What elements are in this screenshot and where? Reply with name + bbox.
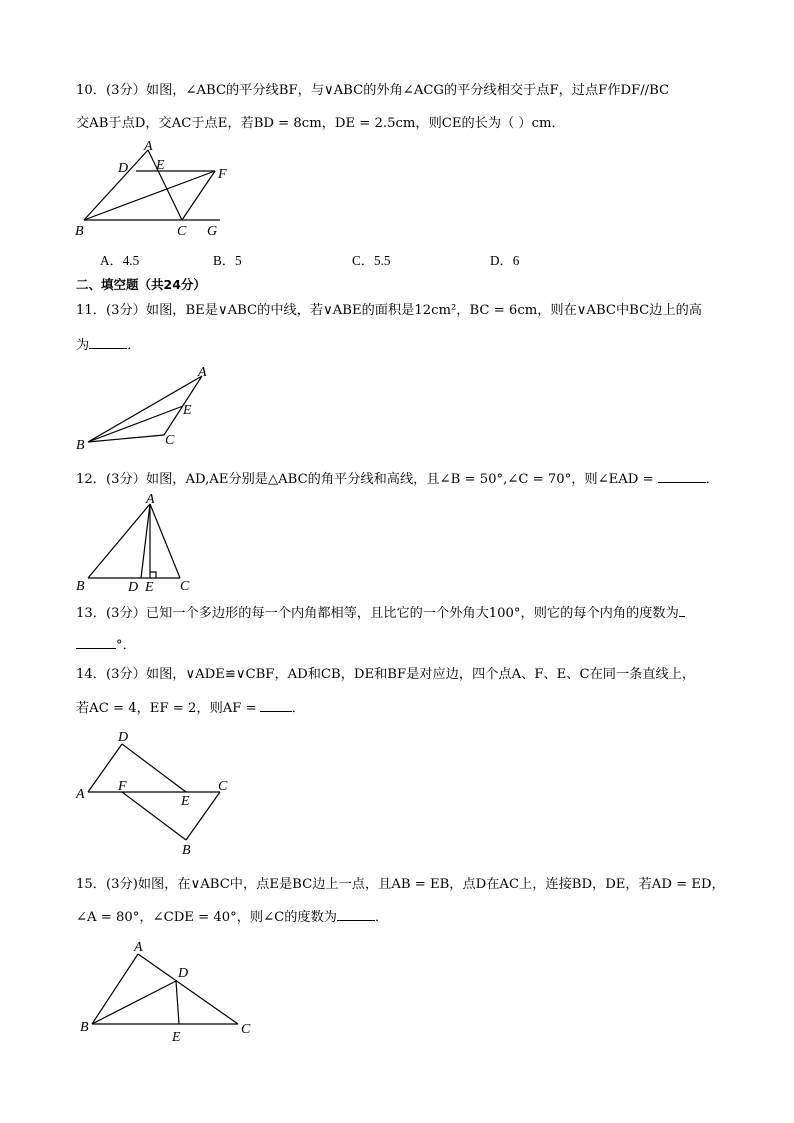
q10-figure [70,138,250,238]
q15-answer-blank[interactable] [337,906,375,921]
q11-line2 [76,334,140,355]
q14-label-A: A [76,787,85,802]
q15-line2-prefix: ∠A = 80°，∠CDE = 40°，则∠C的度数为 [76,910,337,925]
q11-line2-prefix: 为 [76,338,90,353]
q11-line1: 11．(3分）如图，BE是∨ABC的中线，若∨ABE的面积是12cm²，BC = 6cm，则在∨ABC中BC边上的高 [76,303,702,318]
q14-label-E: E [181,794,190,809]
q10-label-F: F [218,167,227,182]
q13-line2-suffix: °． [116,638,136,653]
q13-line2 [76,634,136,655]
q14-label-F: F [118,779,127,794]
q12-label-D: D [128,580,139,594]
q13-answer-blank[interactable] [76,634,116,649]
q12-label-C: C [180,579,190,594]
q10-choice-a[interactable]: A．4.5 [100,253,140,268]
q10-seg-BA [84,150,148,220]
q14-line2 [76,697,305,718]
q14-seg-DE [122,744,186,792]
q14-line1: 14．(3分）如图，∨ADE≌∨CBF，AD和CB，DE和BF是对应边，四个点A、F、E、C在同一条直线上， [76,667,696,682]
q14-line2-prefix: 若AC = 4，EF = 2，则AF = [76,701,257,716]
q11-figure [72,362,222,452]
q10-label-E: E [156,158,165,173]
q15-label-B: B [80,1020,89,1035]
q11-label-B: B [76,438,85,452]
q15-seg-BD [92,981,176,1024]
q15-line2 [76,906,388,927]
q12-seg-AD [141,504,150,578]
q15-figure [72,936,262,1046]
q13-line1 [76,602,685,623]
q10-choice-b[interactable]: B．5 [213,253,242,268]
q12-right-angle [150,572,156,578]
q15-label-D: D [178,966,189,981]
q11-label-E: E [183,403,192,418]
q10-choice-d[interactable]: D．6 [490,253,520,268]
q15-seg-BA [92,954,138,1024]
q14-label-B: B [182,843,191,858]
q10-label-D: D [118,161,129,176]
q12-line1-suffix: ． [705,472,719,487]
q14-figure [70,724,240,860]
q14-seg-FB [122,792,186,840]
q13-line1-text: 13．(3分）已知一个多边形的每一个内角都相等，且比它的一个外角大100°，则它的每个内角的度数为 [76,606,679,621]
q14-line2-suffix: ． [291,701,305,716]
q13-answer-blank-start[interactable] [679,602,685,617]
q12-answer-blank[interactable] [658,468,706,483]
q11-line2-suffix: ． [127,338,141,353]
q14-answer-blank[interactable] [260,697,292,712]
q12-seg-AC [150,504,180,578]
q12-label-A: A [146,492,155,507]
q10-seg-CF [182,171,215,220]
q10-label-B: B [75,224,84,238]
q15-label-C: C [241,1022,251,1037]
q14-seg-AD [88,744,122,792]
q15-label-E: E [172,1030,181,1045]
q12-line1 [76,468,719,489]
q12-figure [70,490,200,594]
q14-label-D: D [118,730,129,745]
q12-seg-BA [88,504,150,578]
q10-label-A: A [144,139,153,154]
q11-label-A: A [198,365,207,380]
q10-seg-BF [84,171,215,220]
q10-choice-c[interactable]: C．5.5 [352,253,391,268]
section-heading: 二、填空题（共24分） [76,277,206,292]
q15-label-A: A [134,940,143,955]
q12-label-E: E [145,580,154,594]
q11-answer-blank[interactable] [89,334,127,349]
q14-seg-BC [186,792,220,840]
q11-label-C: C [165,433,175,448]
q15-line2-suffix: ． [374,910,389,925]
q10-line2: 交AB于点D，交AC于点E，若BD = 8cm，DE = 2.5cm，则CE的长为（ ）cm． [76,116,565,131]
q15-seg-AC [138,954,238,1024]
q10-label-G: G [207,224,218,238]
q10-label-C: C [177,224,187,238]
q12-line1-prefix: 12．(3分）如图，AD,AE分别是△ABC的角平分线和高线，且∠B = 50°,∠C = 70°，则∠EAD = [76,472,654,487]
q15-line1: 15．(3分)如图，在∨ABC中，点E是BC边上一点，且AB = EB，点D在AC上，连接BD，DE，若AD = ED， [76,877,725,892]
q10-line1: 10．(3分）如图，∠ABC的平分线BF，与∨ABC的外角∠ACG的平分线相交于点F，过点F作DF//BC [76,83,670,98]
q15-seg-DE [176,981,179,1024]
q12-label-B: B [76,579,85,594]
q14-label-C: C [218,779,228,794]
